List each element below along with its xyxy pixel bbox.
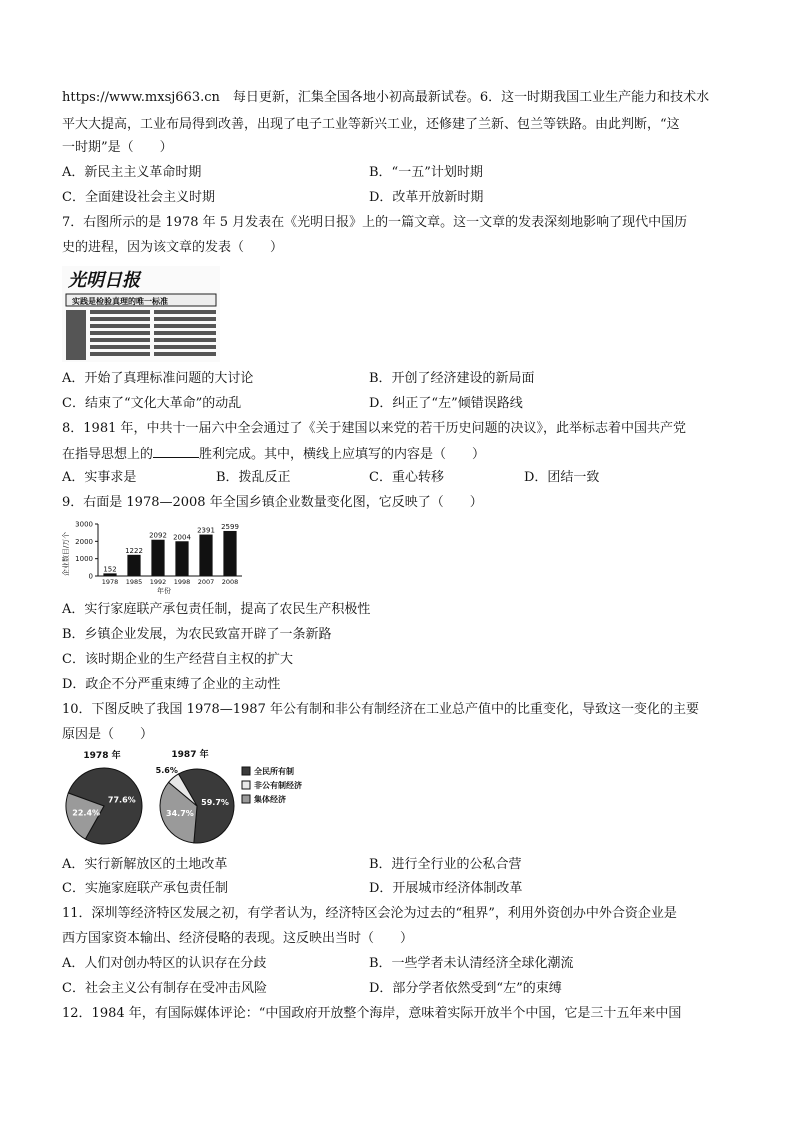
q6-option-d: D．改革开放新时期 <box>369 190 484 205</box>
legend-swatch-全民所有制 <box>242 767 250 775</box>
q7-line-2: 史的进程，因为该文章的发表（ ） <box>62 240 284 255</box>
q11-option-d: D．部分学者依然受到“左”的束缚 <box>369 981 562 996</box>
bar-value-label-1985: 1222 <box>125 546 143 555</box>
q8-option-a: A．实事求是 <box>62 470 137 485</box>
bar-category-label-1992: 1992 <box>149 578 167 586</box>
q6-line-1: https://www.mxsj663.cn 每日更新，汇集全国各地小初高最新试卷。6．这一时期我国工业生产能力和技术水 <box>62 90 710 105</box>
q10-option-b: B．进行全行业的公私合营 <box>369 857 522 872</box>
q6-line-2: 平大大提高，工业布局得到改善，出现了电子工业等新兴工业，还修建了兰新、包兰等铁路。由此判断，“这 <box>62 117 680 132</box>
q10-line-2: 原因是（ ） <box>62 727 154 742</box>
q12-line-1: 12．1984 年，有国际媒体评论：“中国政府开放整个海岸，意味着实际开放半个中国，它是三十五年来中国 <box>62 1006 682 1021</box>
q7-option-a: A．开始了真理标准问题的大讨论 <box>62 371 254 386</box>
bar-category-label-1978: 1978 <box>101 578 119 586</box>
bar-value-label-2007: 2391 <box>197 526 215 535</box>
q7-option-b: B．开创了经济建设的新局面 <box>369 371 535 386</box>
bar-category-label-1998: 1998 <box>173 578 191 586</box>
legend-swatch-非公有制经济 <box>242 781 250 789</box>
bar-1998 <box>175 541 188 576</box>
q11-option-b: B．一些学者未认清经济全球化潮流 <box>369 956 574 971</box>
bar-chart-ylabel: 企业数目/万个 <box>62 531 70 577</box>
legend-label-全民所有制: 全民所有制 <box>254 767 294 776</box>
bar-y-tick-label: 2000 <box>75 537 93 546</box>
q10-option-c: C．实施家庭联产承包责任制 <box>62 881 228 896</box>
bar-y-tick-label: 0 <box>88 572 93 581</box>
q11-line-1: 11．深圳等经济特区发展之初，有学者认为，经济特区会沦为过去的“租界”，利用外资创办中外合资企业是 <box>62 906 677 921</box>
bar-y-tick-label: 3000 <box>75 520 93 529</box>
q9-option-b: B．乡镇企业发展，为农民致富开辟了一条新路 <box>62 627 332 642</box>
bar-value-label-1998: 2004 <box>173 533 191 542</box>
q6-line-3: 一时期”是（ ） <box>62 140 173 155</box>
q9-option-d: D．政企不分严重束缚了企业的主动性 <box>62 677 281 692</box>
pie-1978-label-全民所有制: 77.6% <box>107 795 136 805</box>
q11-line-2: 西方国家资本输出、经济侵略的表现。这反映出当时（ ） <box>62 931 414 946</box>
q6-option-a: A．新民主主义革命时期 <box>62 165 202 180</box>
q6-option-b: B．“一五”计划时期 <box>369 165 483 180</box>
legend-label-集体经济: 集体经济 <box>254 795 286 804</box>
bar-category-label-2008: 2008 <box>221 578 239 586</box>
township-enterprise-bar-chart <box>62 514 252 594</box>
answer-blank <box>153 445 199 458</box>
bar-y-tick-label: 1000 <box>75 555 93 564</box>
bar-chart-xlabel: 年份 <box>157 587 171 594</box>
q9-option-c: C．该时期企业的生产经营自主权的扩大 <box>62 652 293 667</box>
bar-value-label-1978: 152 <box>103 565 117 574</box>
q6-option-c: C．全面建设社会主义时期 <box>62 190 215 205</box>
legend-label-非公有制经济: 非公有制经济 <box>254 781 302 790</box>
q9-line-1: 9．右面是 1978—2008 年全国乡镇企业数量变化图，它反映了（ ） <box>62 495 483 510</box>
q11-option-c: C．社会主义公有制存在受冲击风险 <box>62 981 267 996</box>
pie-1987-title: 1987 年 <box>171 750 209 760</box>
source-url[interactable]: https://www.mxsj663.cn <box>62 90 220 105</box>
q8-option-d: D．团结一致 <box>524 470 600 485</box>
newspaper-headline: 实践是检验真理的唯一标准 <box>72 297 168 306</box>
q10-option-a: A．实行新解放区的土地改革 <box>62 857 228 872</box>
pie-1987-label-非公有制经济: 5.6% <box>155 766 178 776</box>
q8-line-1: 8．1981 年，中共十一届六中全会通过了《关于建国以来党的若干历史问题的决议》，此举标志着中国共产党 <box>62 421 686 436</box>
bar-value-label-2008: 2599 <box>221 522 239 531</box>
q10-option-d: D．开展城市经济体制改革 <box>369 881 523 896</box>
q9-option-a: A．实行家庭联产承包责任制，提高了农民生产积极性 <box>62 602 371 617</box>
pie-1978-label-集体经济: 22.4% <box>72 808 101 818</box>
bar-2007 <box>199 535 212 576</box>
pie-1987-label-全民所有制: 59.7% <box>201 797 229 807</box>
bar-category-label-1985: 1985 <box>125 578 143 586</box>
q8-line-2: 在指导思想上的 胜利完成。其中，横线上应填写的内容是（ ） <box>62 447 486 462</box>
q7-option-d: D．纠正了“左”倾错误路线 <box>369 396 523 411</box>
q10-line-1: 10．下图反映了我国 1978—1987 年公有制和非公有制经济在工业总产值中的比重变化，导致这一变化的主要 <box>62 702 699 717</box>
q8-option-b: B．拨乱反正 <box>216 470 291 485</box>
ownership-pie-charts <box>62 746 382 850</box>
bar-1985 <box>127 555 140 576</box>
bar-1992 <box>151 540 164 576</box>
q8-option-c: C．重心转移 <box>369 470 444 485</box>
pie-1978-title: 1978 年 <box>83 751 121 761</box>
newspaper-image <box>62 266 220 362</box>
q11-option-a: A．人们对创办特区的认识存在分歧 <box>62 956 267 971</box>
newspaper-masthead: 光明日报 <box>68 270 140 291</box>
bar-2008 <box>223 531 236 576</box>
legend-swatch-集体经济 <box>242 795 250 803</box>
bar-category-label-2007: 2007 <box>197 578 215 586</box>
q7-line-1: 7．右图所示的是 1978 年 5 月发表在《光明日报》上的一篇文章。这一文章的发表深刻地影响了现代中国历 <box>62 215 688 230</box>
q7-option-c: C．结束了“文化大革命”的动乱 <box>62 396 242 411</box>
pie-1987-label-集体经济: 34.7% <box>166 809 194 819</box>
bar-value-label-1992: 2092 <box>149 531 167 540</box>
